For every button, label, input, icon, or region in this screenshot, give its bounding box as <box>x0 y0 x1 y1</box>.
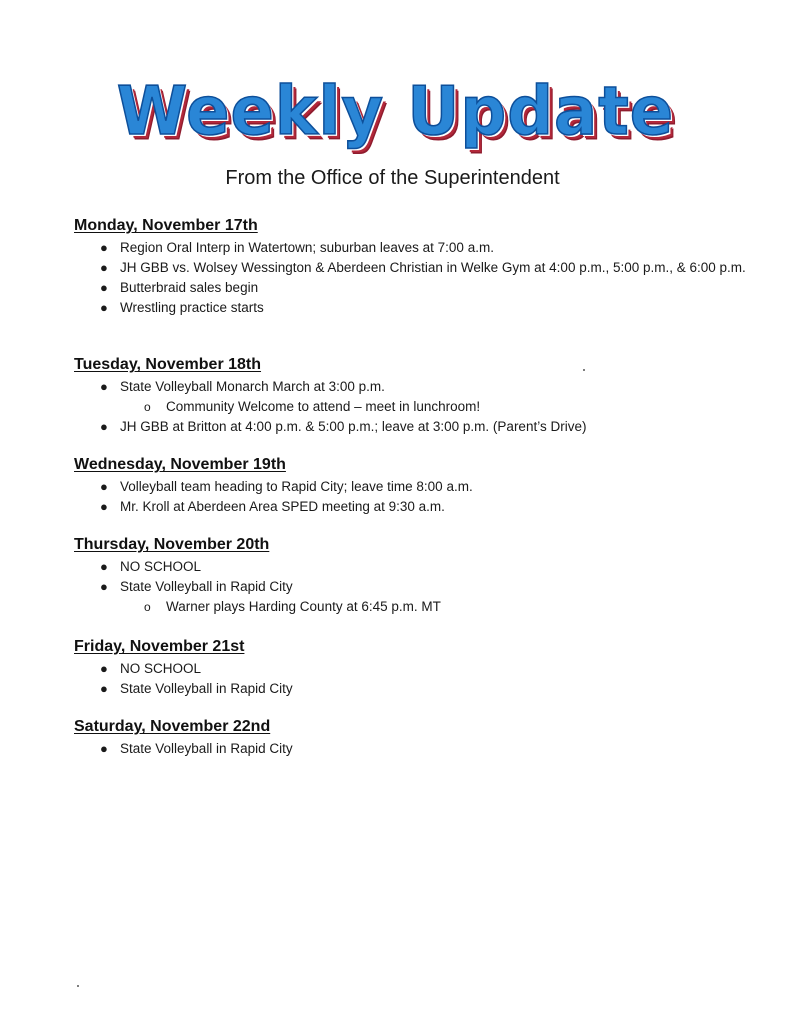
scan-speck <box>583 369 585 371</box>
day-heading: Thursday, November 20th <box>74 536 270 553</box>
bullet-icon: ● <box>100 260 108 275</box>
day-section-saturday <box>74 717 754 759</box>
list-item <box>74 238 754 258</box>
day-section-friday <box>74 637 754 699</box>
item-text: JH GBB at Britton at 4:00 p.m. & 5:00 p.m.; leave at 3:00 p.m. (Parent’s Drive) <box>120 419 587 434</box>
scan-speck <box>77 985 79 987</box>
day-heading: Friday, November 21st <box>74 638 245 655</box>
subitem-text: Warner plays Harding County at 6:45 p.m. MT <box>166 599 441 614</box>
list-item <box>74 659 754 679</box>
list-item <box>74 577 754 597</box>
bullet-icon: ● <box>100 559 108 574</box>
item-text: NO SCHOOL <box>120 559 202 574</box>
list-item <box>74 739 754 759</box>
list-item <box>74 557 754 577</box>
item-text: Butterbraid sales begin <box>120 280 259 295</box>
day-section-wednesday <box>74 455 754 517</box>
hollow-bullet-icon: o <box>144 600 151 614</box>
bullet-icon: ● <box>100 579 108 594</box>
item-text: Wrestling practice starts <box>120 300 264 315</box>
day-section-thursday <box>74 535 754 617</box>
list-item <box>74 258 754 278</box>
item-text: NO SCHOOL <box>120 661 202 676</box>
bullet-icon: ● <box>100 741 108 756</box>
bullet-icon: ● <box>100 379 108 394</box>
item-text: State Volleyball Monarch March at 3:00 p.m. <box>120 379 385 394</box>
list-item <box>74 497 754 517</box>
bullet-icon: ● <box>100 240 108 255</box>
day-heading: Saturday, November 22nd <box>74 718 271 735</box>
bullet-icon: ● <box>100 681 108 696</box>
list-subitem <box>74 597 754 617</box>
item-text: State Volleyball in Rapid City <box>120 681 293 696</box>
day-section-tuesday <box>74 355 754 437</box>
banner-title: Weekly Update <box>116 73 675 151</box>
list-item <box>74 377 754 397</box>
list-item <box>74 417 754 437</box>
bullet-icon: ● <box>100 661 108 676</box>
item-text: JH GBB vs. Wolsey Wessington & Aberdeen Christian in Welke Gym at 4:00 p.m., 5:00 p.m., & 6:00 p.m. <box>120 260 746 275</box>
item-text: State Volleyball in Rapid City <box>120 741 293 756</box>
page-subtitle: From the Office of the Superintendent <box>225 167 560 189</box>
day-heading: Tuesday, November 18th <box>74 356 262 373</box>
list-item <box>74 278 754 298</box>
item-text: Region Oral Interp in Watertown; suburban leaves at 7:00 a.m. <box>120 240 494 255</box>
item-text: Volleyball team heading to Rapid City; leave time 8:00 a.m. <box>120 479 473 494</box>
item-text: State Volleyball in Rapid City <box>120 579 293 594</box>
list-item <box>74 477 754 497</box>
list-item <box>74 679 754 699</box>
day-heading: Monday, November 17th <box>74 217 258 234</box>
bullet-icon: ● <box>100 419 108 434</box>
subitem-text: Community Welcome to attend – meet in lunchroom! <box>166 399 481 414</box>
list-item <box>74 298 754 318</box>
bullet-icon: ● <box>100 300 108 315</box>
day-heading: Wednesday, November 19th <box>74 456 286 473</box>
hollow-bullet-icon: o <box>144 400 151 414</box>
bullet-icon: ● <box>100 499 108 514</box>
day-section-monday <box>74 216 754 318</box>
list-subitem <box>74 397 754 417</box>
item-text: Mr. Kroll at Aberdeen Area SPED meeting at 9:30 a.m. <box>120 499 445 514</box>
bullet-icon: ● <box>100 479 108 494</box>
bullet-icon: ● <box>100 280 108 295</box>
